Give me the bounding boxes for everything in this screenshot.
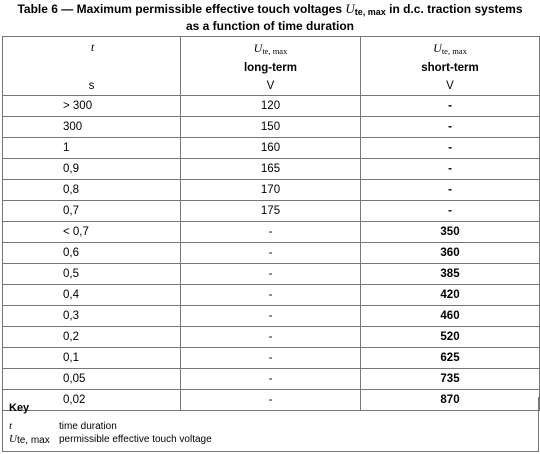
cell-long-term: - [181, 306, 361, 327]
key-symbol: t [9, 420, 13, 432]
cell-long-term: - [181, 348, 361, 369]
cell-long-term: - [181, 264, 361, 285]
header-long-term-label: long-term [243, 62, 298, 74]
cell-time: 0,5 [3, 264, 181, 285]
cell-long-term: - [181, 390, 361, 411]
cell-short-term: 350 [361, 222, 540, 243]
cell-time: 0,2 [3, 327, 181, 348]
table-row [3, 96, 540, 117]
cell-long-term: 120 [181, 96, 361, 117]
caption-prefix: Table 6 — Maximum permissible effective touch voltages [17, 2, 346, 16]
cell-short-term: 460 [361, 306, 540, 327]
table-row [3, 264, 540, 285]
cell-time: 0,02 [3, 390, 181, 411]
cell-short-term: 870 [361, 390, 540, 411]
caption-line-2: as a function of time duration [185, 19, 354, 33]
cell-long-term: 160 [181, 138, 361, 159]
cell-time: 0,6 [3, 243, 181, 264]
table-row [3, 285, 540, 306]
cell-time: 0,3 [3, 306, 181, 327]
table-row [3, 369, 540, 390]
table-caption [0, 2, 540, 33]
header-time-unit: s [88, 80, 95, 92]
header-short-term-symbol: $U_{te, max}$ [433, 41, 467, 56]
cell-time: 300 [3, 117, 181, 138]
cell-long-term: 165 [181, 159, 361, 180]
header-time-symbol: t [90, 40, 95, 54]
cell-short-term: 520 [361, 327, 540, 348]
cell-long-term: - [181, 369, 361, 390]
cell-long-term: - [181, 327, 361, 348]
table-row [3, 159, 540, 180]
cell-time: 0,05 [3, 369, 181, 390]
cell-short-term: 360 [361, 243, 540, 264]
key-item-voltage [9, 433, 212, 445]
cell-short-term: - [361, 138, 540, 159]
cell-short-term: - [361, 117, 540, 138]
cell-short-term: 420 [361, 285, 540, 306]
caption-symbol-sub: te, max [354, 7, 386, 17]
cell-short-term: - [361, 201, 540, 222]
table-row [3, 201, 540, 222]
header-long-term-symbol: $U_{te, max}$ [253, 41, 288, 56]
cell-short-term: 735 [361, 369, 540, 390]
table-row [3, 306, 540, 327]
cell-time: 1 [3, 138, 181, 159]
cell-short-term: - [361, 159, 540, 180]
header-short-term-label: short-term [421, 62, 479, 74]
key-symbol: Ute, max [9, 433, 50, 446]
table-header-row [3, 37, 540, 96]
table-row [3, 180, 540, 201]
header-long-term [181, 37, 361, 96]
table-row [3, 348, 540, 369]
key-item-time [9, 420, 117, 432]
header-long-term-unit: V [266, 80, 275, 92]
caption-symbol: U [345, 1, 355, 16]
table-body [3, 96, 540, 411]
table-row [3, 327, 540, 348]
table-row [3, 243, 540, 264]
voltage-table [2, 36, 540, 411]
table-key [2, 397, 539, 452]
cell-long-term: 170 [181, 180, 361, 201]
cell-short-term: 625 [361, 348, 540, 369]
table-row [3, 222, 540, 243]
cell-time: 0,9 [3, 159, 181, 180]
key-title: Key [9, 402, 30, 414]
cell-time: 0,7 [3, 201, 181, 222]
key-text: time duration [59, 421, 117, 432]
cell-time: 0,8 [3, 180, 181, 201]
caption-suffix: in d.c. traction systems [385, 2, 523, 16]
cell-short-term: - [361, 96, 540, 117]
table-row [3, 138, 540, 159]
cell-long-term: 175 [181, 201, 361, 222]
cell-time: > 300 [3, 96, 181, 117]
caption-line-1 [0, 2, 540, 19]
header-time [3, 37, 181, 96]
cell-long-term: - [181, 243, 361, 264]
table-row [3, 117, 540, 138]
cell-long-term: - [181, 285, 361, 306]
cell-long-term: 150 [181, 117, 361, 138]
cell-short-term: 385 [361, 264, 540, 285]
cell-time: 0,1 [3, 348, 181, 369]
header-short-term [361, 37, 540, 96]
cell-short-term: - [361, 180, 540, 201]
key-text: permissible effective touch voltage [59, 434, 212, 445]
cell-long-term: - [181, 222, 361, 243]
cell-time: < 0,7 [3, 222, 181, 243]
cell-time: 0,4 [3, 285, 181, 306]
header-short-term-unit: V [446, 80, 454, 92]
